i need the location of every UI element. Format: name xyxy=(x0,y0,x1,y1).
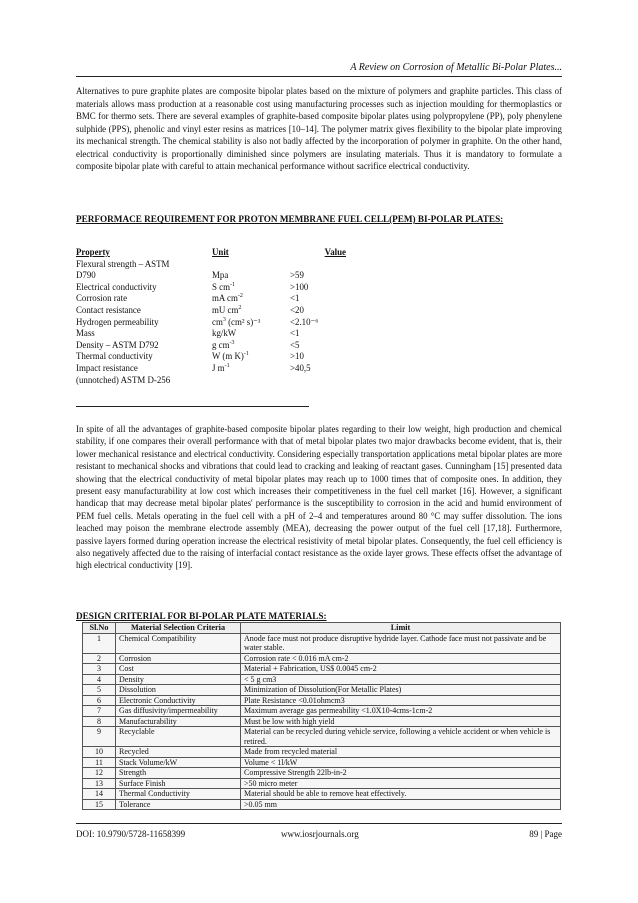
slno-cell: 14 xyxy=(83,789,116,800)
unit-exponent: -2 xyxy=(237,293,243,300)
unit-cell xyxy=(212,282,290,294)
value-cell: <1 xyxy=(290,293,300,304)
value-cell: <1 xyxy=(290,328,300,339)
requirements-table xyxy=(76,247,346,386)
design-row xyxy=(83,653,561,664)
footer-site: www.iosrjournals.org xyxy=(281,829,359,839)
footer-page: 89 | Page xyxy=(529,829,562,839)
criteria-cell: Stack Volume/kW xyxy=(116,757,241,768)
footer-doi: DOI: 10.9790/5728-11658399 xyxy=(76,829,186,839)
requirements-header-row xyxy=(76,247,346,259)
requirements-row xyxy=(76,305,346,317)
slno-cell: 7 xyxy=(83,706,116,717)
slno-cell: 6 xyxy=(83,695,116,706)
property-cell: Corrosion rate xyxy=(76,293,128,304)
property-cell: Impact resistance xyxy=(76,362,138,373)
property-cell: Flexural strength – ASTM xyxy=(76,258,170,269)
requirements-row xyxy=(76,317,346,329)
design-row xyxy=(83,716,561,727)
limit-cell: Anode face must not produce disruptive hydride layer. Cathode face must not passivate and be water stable. xyxy=(241,633,561,653)
slno-cell: 5 xyxy=(83,685,116,696)
unit-cell xyxy=(212,375,290,387)
limit-cell: Volume < 1l/kW xyxy=(241,757,561,768)
property-cell: Electrical conductivity xyxy=(76,281,157,292)
unit-text: J m xyxy=(212,362,225,373)
limit-cell: Corrosion rate < 0.016 mA cm-2 xyxy=(241,653,561,664)
unit-exponent: 3 xyxy=(222,316,226,323)
design-heading: DESIGN CRITERIAL FOR BI-POLAR PLATE MATERIALS: xyxy=(76,611,327,621)
unit-exponent: -3 xyxy=(229,339,235,346)
property-header: Property xyxy=(76,247,110,257)
unit-exponent: -1 xyxy=(224,362,230,369)
slno-cell: 10 xyxy=(83,747,116,758)
unit-text: g cm xyxy=(212,339,230,350)
intro-paragraph: Alternatives to pure graphite plates are composite bipolar plates based on the mixture of polymers and graphite particles. This class of materials allows mass production at a reasonable cost using manufacturing processes such as injection moulding for thermoplastics or BMC for thermo sets. There are several examples of graphite-based composite bipolar plates using polypropylene (PP), poly phenylene sulphide (PPS), phenolic and vinyl ester resins as matrices [10–14]. The polymer matrix gives flexibility to the bipolar plate improving its mechanical strength. The chemical stability is also not badly affected by the incorporation of polymer in graphite. On the other hand, electrical conductivity is proportionally diminished since polymers are insulating materials. Thus it is mandatory to formulate a composite bipolar plate with careful to attain mechanical performance without sacrifice electrical conductivity. xyxy=(76,86,562,171)
property-cell: Density – ASTM D792 xyxy=(76,339,159,350)
property-cell: Contact resistance xyxy=(76,304,141,315)
design-row xyxy=(83,706,561,717)
unit-text: mA cm xyxy=(212,293,238,304)
criteria-cell: Surface Finish xyxy=(116,778,241,789)
design-row xyxy=(83,685,561,696)
value-cell xyxy=(290,375,346,387)
unit-text: Mpa xyxy=(212,270,229,281)
limit-cell: Material + Fabrication, US$ 0.0045 cm-2 xyxy=(241,664,561,675)
unit-cell xyxy=(212,340,290,352)
requirements-row xyxy=(76,328,346,340)
limit-cell: Maximum average gas permeability <1.0X10-4cms-1cm-2 xyxy=(241,706,561,717)
design-row xyxy=(83,757,561,768)
criteria-cell: Corrosion xyxy=(116,653,241,664)
requirements-heading: PERFORMACE REQUIREMENT FOR PROTON MEMBRANE FUEL CELL(PEM) BI-POLAR PLATES: xyxy=(76,214,504,224)
unit-exponent: -1 xyxy=(243,351,249,358)
unit-cell xyxy=(212,317,290,329)
value-cell: >40,5 xyxy=(290,362,311,373)
property-cell: Mass xyxy=(76,328,95,339)
slno-cell: 9 xyxy=(83,727,116,747)
unit-cell xyxy=(212,328,290,340)
unit-exponent: -1 xyxy=(230,281,235,288)
header-rule xyxy=(76,76,562,77)
property-cell: (unnotched) ASTM D-256 xyxy=(76,374,171,385)
unit-text: W (m K) xyxy=(212,351,244,362)
unit-header: Unit xyxy=(212,247,229,257)
criteria-cell: Electronic Conductivity xyxy=(116,695,241,706)
slno-cell: 4 xyxy=(83,674,116,685)
design-row xyxy=(83,664,561,675)
unit-tail: (cm² s)⁻¹ xyxy=(225,316,261,327)
value-header: Value xyxy=(324,247,346,257)
limit-cell: Material should be able to remove heat effectively. xyxy=(241,789,561,800)
slno-cell: 1 xyxy=(83,633,116,653)
requirements-row xyxy=(76,282,346,294)
slno-cell: 2 xyxy=(83,653,116,664)
limit-header: Limit xyxy=(241,623,561,634)
criteria-cell: Thermal Conductivity xyxy=(116,789,241,800)
requirements-row xyxy=(76,340,346,352)
unit-exponent: 2 xyxy=(238,305,242,311)
value-cell: <20 xyxy=(290,304,304,315)
criteria-cell: Cost xyxy=(116,664,241,675)
slno-header: Sl.No xyxy=(83,623,116,634)
slno-cell: 12 xyxy=(83,768,116,779)
slno-cell: 11 xyxy=(83,757,116,768)
property-cell: Thermal conductivity xyxy=(76,351,153,362)
design-row xyxy=(83,768,561,779)
property-cell: D790 xyxy=(76,270,96,281)
value-cell xyxy=(290,259,346,271)
requirements-row xyxy=(76,363,346,375)
design-row xyxy=(83,778,561,789)
requirements-rule xyxy=(76,406,309,407)
criteria-cell: Strength xyxy=(116,768,241,779)
design-row xyxy=(83,789,561,800)
requirements-row xyxy=(76,375,346,387)
design-criteria-table xyxy=(82,622,561,810)
unit-cell xyxy=(212,293,290,305)
design-row xyxy=(83,727,561,747)
requirements-row xyxy=(76,293,346,305)
requirements-row xyxy=(76,351,346,363)
limit-cell: Made from recycled material xyxy=(241,747,561,758)
running-header: A Review on Corrosion of Metallic Bi-Polar Plates... xyxy=(350,62,562,73)
requirements-row xyxy=(76,270,346,282)
value-cell: >59 xyxy=(290,270,304,281)
design-row xyxy=(83,747,561,758)
criteria-cell: Gas diffusivity/impermeability xyxy=(116,706,241,717)
design-row xyxy=(83,674,561,685)
unit-text: mU cm xyxy=(212,304,239,315)
criteria-cell: Chemical Compatibility xyxy=(116,633,241,653)
unit-cell xyxy=(212,351,290,363)
unit-cell xyxy=(212,363,290,375)
criteria-cell: Dissolution xyxy=(116,685,241,696)
criteria-cell: Recycled xyxy=(116,747,241,758)
slno-cell: 8 xyxy=(83,716,116,727)
unit-cell xyxy=(212,270,290,282)
limit-cell: Plate Resistance <0.01ohmcm3 xyxy=(241,695,561,706)
requirements-row xyxy=(76,259,346,271)
unit-text: S cm xyxy=(212,281,230,292)
design-row xyxy=(83,695,561,706)
design-row xyxy=(83,799,561,810)
design-header-row xyxy=(83,623,561,634)
slno-cell: 3 xyxy=(83,664,116,675)
unit-cell xyxy=(212,259,290,271)
value-cell: <5 xyxy=(290,339,300,350)
unit-cell xyxy=(212,305,290,317)
value-cell: <2.10⁻⁶ xyxy=(290,316,319,327)
limit-cell: Minimization of Dissolution(For Metallic Plates) xyxy=(241,685,561,696)
criteria-cell: Density xyxy=(116,674,241,685)
limit-cell: Must be low with high yield xyxy=(241,716,561,727)
limit-cell: < 5 g cm3 xyxy=(241,674,561,685)
criteria-cell: Recyclable xyxy=(116,727,241,747)
limit-cell: >50 micro meter xyxy=(241,778,561,789)
value-cell: >100 xyxy=(290,281,309,292)
property-cell: Hydrogen permeability xyxy=(76,316,159,327)
criteria-cell: Manufacturability xyxy=(116,716,241,727)
slno-cell: 13 xyxy=(83,778,116,789)
design-row xyxy=(83,633,561,653)
value-cell: >10 xyxy=(290,351,304,362)
footer-rule xyxy=(76,823,562,824)
limit-cell: Material can be recycled during vehicle service, following a vehicle accident or when vehicle is retired. xyxy=(241,727,561,747)
criteria-header: Material Selection Criteria xyxy=(116,623,241,634)
slno-cell: 15 xyxy=(83,799,116,810)
unit-text: cm xyxy=(212,316,223,327)
criteria-cell: Tolerance xyxy=(116,799,241,810)
limit-cell: >0.05 mm xyxy=(241,799,561,810)
comparison-paragraph: In spite of all the advantages of graphite-based composite bipolar plates regarding to their low weight, high production and chemical stability, if one compares their overall performance with that of metal bipolar plates two major drawbacks become evident, that is, their lower mechanical resistance and electrical conductivity. Considering especially transportation applications metal bipolar plates are more resistant to mechanical shocks and vibrations that could lead to cracking and leaking of reactant gases. Cunningham [15] presented data showing that the electrical conductivity of metal bipolar plates may reach up to 1000 times that of composite ones. In addition, they present easy manufacturability at low cost which increases their competitiveness in the fuel cell market [16]. However, a significant handicap that may decrease metal bipolar plates' performance is the susceptibility to corrosion in the acid and humid environment of PEM fuel cells. Metals operating in the fuel cell with a pH of 2–4 and temperatures around 80 °C may suffer dissolution. The ions leached may poison the membrane electrode assembly (MEA), decreasing the power output of the fuel cell [17,18]. Furthermore, passive layers formed during operation increase the electrical resistivity of metal bipolar plates. Consequently, the fuel cell efficiency is also negatively affected due to the raising of interfacial contact resistance as the oxide layer grows. These effects offset the advantage of high electrical conductivity [19]. xyxy=(76,424,562,571)
limit-cell: Compressive Strength 22lb-in-2 xyxy=(241,768,561,779)
unit-text: kg/kW xyxy=(212,328,237,339)
